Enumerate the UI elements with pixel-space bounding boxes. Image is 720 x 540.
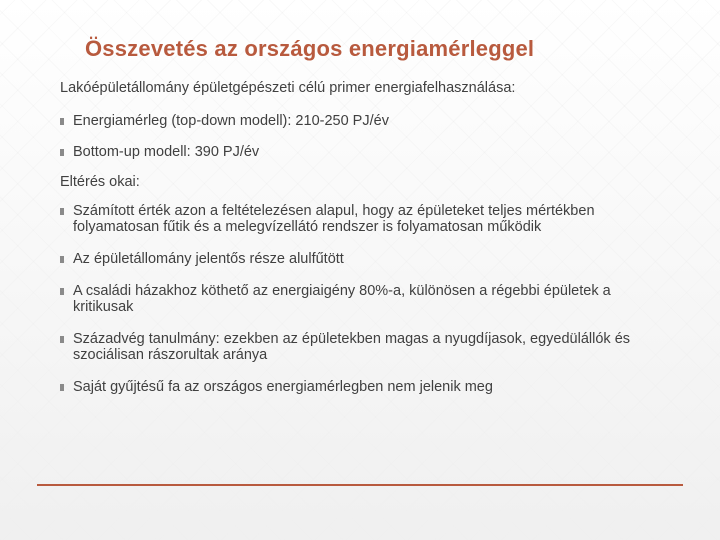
bullet-icon — [60, 118, 64, 125]
bullet-icon — [60, 256, 64, 263]
list-item — [60, 331, 660, 363]
slide-body — [60, 80, 660, 395]
intro-text: Lakóépületállomány épületgépészeti célú primer energiafelhasználása: — [60, 80, 516, 96]
list-item-text: Energiamérleg (top-down modell): 210-250 PJ/év — [73, 113, 389, 129]
list-item-text: Bottom-up modell: 390 PJ/év — [73, 144, 260, 160]
bullet-icon — [60, 336, 64, 343]
list-item — [60, 283, 660, 315]
list-item-text: Századvég tanulmány: ezekben az épületekben magas a nyugdíjasok, egyedülállók és szociálisan rászorultak aránya — [73, 331, 631, 363]
bullet-icon — [60, 288, 64, 295]
list-item — [60, 144, 660, 160]
reasons-heading: Eltérés okai: — [60, 174, 140, 190]
reasons-list — [60, 203, 660, 395]
list-item-text: A családi házakhoz köthető az energiaigény 80%-a, különösen a régebbi épületek a kritikusak — [73, 283, 611, 315]
list-item — [60, 379, 660, 395]
list-item — [60, 251, 660, 267]
list-item-text: Számított érték azon a feltételezésen alapul, hogy az épületeket teljes mértékben folyamatosan fűtik és a melegvízellátó rendszer is folyamatosan működik — [73, 203, 595, 235]
consumption-list — [60, 113, 660, 160]
bottom-divider — [37, 484, 683, 486]
bullet-icon — [60, 208, 64, 215]
list-item — [60, 113, 660, 129]
slide-title: Összevetés az országos energiamérleggel — [85, 36, 535, 61]
list-item — [60, 203, 660, 235]
list-item-text: Az épületállomány jelentős része alulfűtött — [73, 251, 344, 267]
list-item-text: Saját gyűjtésű fa az országos energiamérlegben nem jelenik meg — [73, 379, 493, 395]
bullet-icon — [60, 384, 64, 391]
bullet-icon — [60, 149, 64, 156]
